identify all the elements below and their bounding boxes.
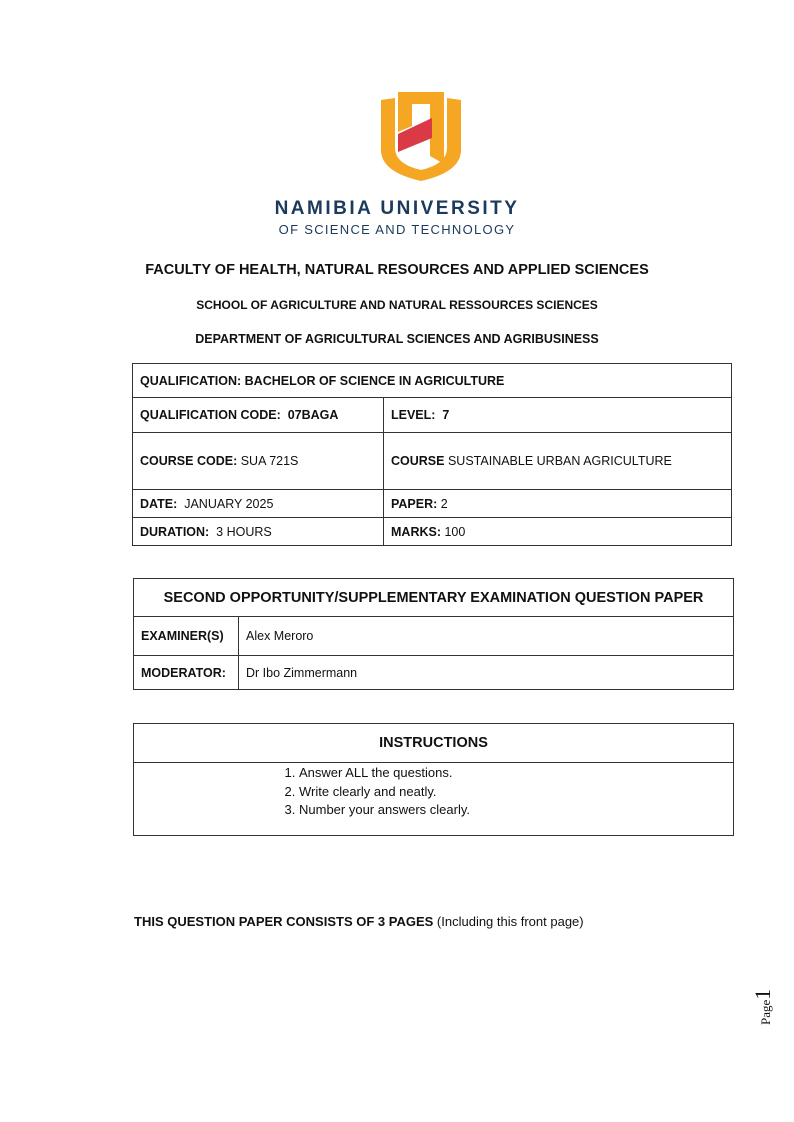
university-shield-logo [378,90,464,182]
page-number: Page1 [750,988,775,1025]
qualification-cell: QUALIFICATION: BACHELOR OF SCIENCE IN AGRICULTURE [133,364,732,398]
school-heading: SCHOOL OF AGRICULTURE AND NATURAL RESSOURCES SCIENCES [196,298,598,312]
qualification-code-cell: QUALIFICATION CODE: 07BAGA [133,398,384,433]
department-heading: DEPARTMENT OF AGRICULTURAL SCIENCES AND AGRIBUSINESS [195,332,599,346]
instruction-item: 3. Number your answers clearly. [299,801,733,820]
level-cell: LEVEL: 7 [384,398,732,433]
university-name: NAMIBIA UNIVERSITY [274,198,520,219]
instructions-list [134,764,733,820]
date-cell: DATE: JANUARY 2025 [133,490,384,518]
exam-title: SECOND OPPORTUNITY/SUPPLEMENTARY EXAMINATION QUESTION PAPER [134,579,734,617]
university-subtitle: OF SCIENCE AND TECHNOLOGY [278,222,516,237]
examiners-table [133,578,734,690]
examiner-name: Alex Meroro [239,617,734,656]
paper-cell: PAPER: 2 [384,490,732,518]
instructions-title: INSTRUCTIONS [134,724,734,763]
moderator-label: MODERATOR: [134,656,239,690]
course-code-cell: COURSE CODE: SUA 721S [133,433,384,490]
page-count-note: THIS QUESTION PAPER CONSISTS OF 3 PAGES (Including this front page) [134,914,584,929]
marks-cell: MARKS: 100 [384,518,732,546]
duration-cell: DURATION: 3 HOURS [133,518,384,546]
faculty-heading: FACULTY OF HEALTH, NATURAL RESOURCES AND APPLIED SCIENCES [145,262,649,278]
course-name-cell: COURSE SUSTAINABLE URBAN AGRICULTURE [384,433,732,490]
instruction-item: 1. Answer ALL the questions. [299,764,733,783]
examiner-label: EXAMINER(S) [134,617,239,656]
instructions-table [133,723,734,836]
instruction-item: 2. Write clearly and neatly. [299,783,733,802]
moderator-name: Dr Ibo Zimmermann [239,656,734,690]
course-details-table [132,363,732,546]
